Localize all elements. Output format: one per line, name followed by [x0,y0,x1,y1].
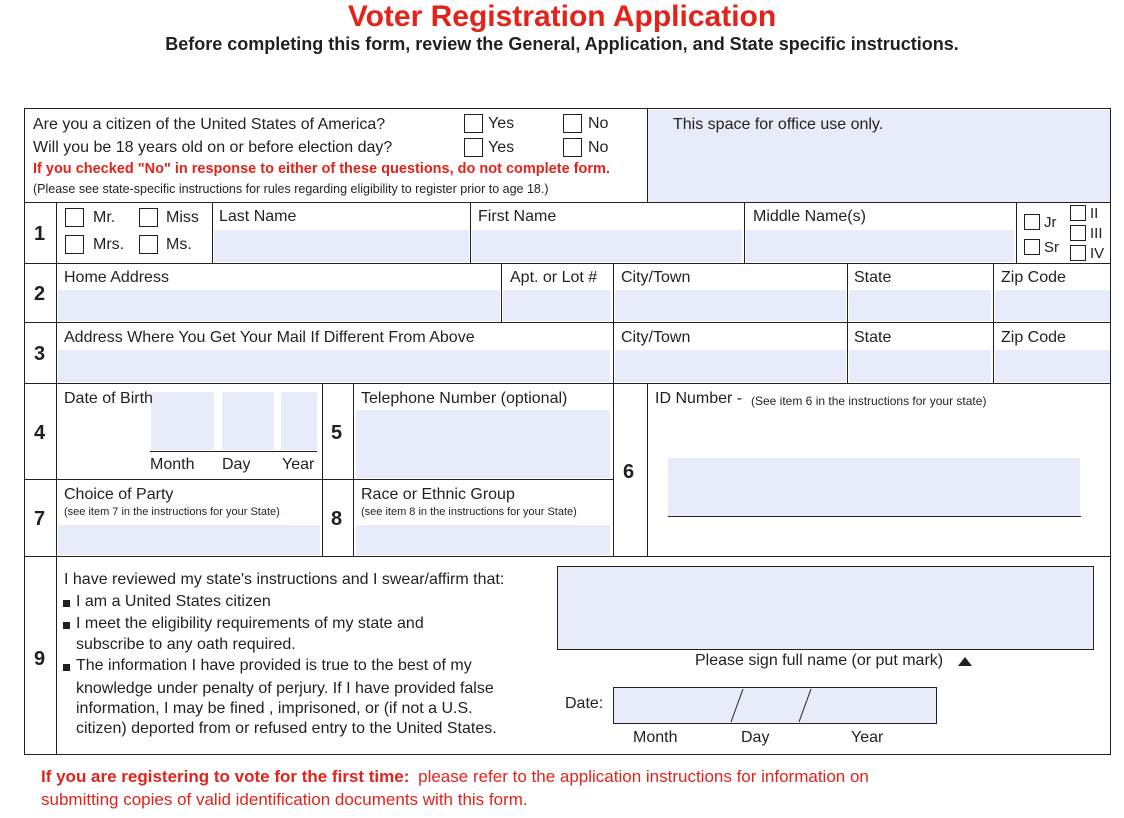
citizen-yes-label: Yes [488,115,515,132]
section-5-number: 5 [331,422,343,444]
mail-address-label: Address Where You Get Your Mail If Different From Above [64,329,475,346]
last-name-label: Last Name [219,208,297,225]
section-8-number: 8 [331,508,343,530]
id-number-field[interactable] [668,458,1080,516]
oath-bullet-1: I am a United States citizen [76,593,271,610]
party-note: (see item 7 in the instructions for your State) [64,506,280,518]
middle-name-field[interactable] [746,230,1014,262]
ms-checkbox[interactable] [139,235,158,254]
eligibility-warning: If you checked "No" in response to either of these questions, do not complete form. [33,161,610,177]
citizen-yes-checkbox[interactable] [464,114,483,133]
party-label: Choice of Party [64,486,174,503]
oath-bullet-3-line-2: knowledge under penalty of perjury. If I have provided false [76,680,494,697]
oath-bullet-3-line-1: The information I have provided is true to the best of my [76,657,472,674]
mail-address-field[interactable] [58,350,610,382]
citizen-no-checkbox[interactable] [563,114,582,133]
footer-line-1 [41,767,869,787]
jr-label: Jr [1044,214,1057,231]
date-separators [613,687,937,724]
race-note: (see item 8 in the instructions for your State) [361,506,577,518]
mail-city-field[interactable] [615,350,846,382]
state-field[interactable] [849,290,991,321]
dob-month-field[interactable] [151,392,214,450]
age-question: Will you be 18 years old on or before election day? [33,139,393,156]
mr-checkbox[interactable] [65,208,84,227]
dob-day-field[interactable] [222,392,274,450]
zip-field[interactable] [995,290,1110,321]
section-3-number: 3 [34,343,46,365]
mail-city-label: City/Town [621,329,691,346]
mail-zip-label: Zip Code [1001,329,1066,346]
form-subtitle: Before completing this form, review the General, Application, and State specific instructions. [165,34,959,54]
section-9-number: 9 [34,648,46,670]
date-separator-2 [799,689,811,722]
zip-label: Zip Code [1001,269,1066,286]
mail-state-label: State [854,329,892,346]
mrs-label: Mrs. [93,236,125,253]
eligibility-note: (Please see state-specific instructions for rules regarding eligibility to register prior to age 18.) [33,182,549,196]
date-day-label: Day [741,729,770,746]
footer-line-2: submitting copies of valid identification documents with this form. [41,790,528,809]
jr-checkbox[interactable] [1024,214,1040,230]
first-name-field[interactable] [472,230,742,262]
dob-label: Date of Birth [64,390,153,407]
section-7-number: 7 [34,508,46,530]
iv-label: IV [1090,245,1105,262]
section-1-number: 1 [34,223,46,245]
home-address-label: Home Address [64,269,169,286]
date-label: Date: [565,695,604,712]
sr-checkbox[interactable] [1024,239,1040,255]
id-number-note: (See item 6 in the instructions for your state) [751,394,987,408]
age-no-label: No [588,139,609,156]
apt-label: Apt. or Lot # [510,269,598,286]
mr-label: Mr. [93,209,116,226]
section-4-number: 4 [34,422,46,444]
race-field[interactable] [356,525,610,555]
telephone-field[interactable] [356,410,610,478]
middle-name-label: Middle Name(s) [753,208,866,225]
signature-box[interactable] [557,566,1094,650]
iv-checkbox[interactable] [1070,245,1086,261]
last-name-field[interactable] [214,230,469,262]
city-field[interactable] [615,290,846,321]
bullet-3 [63,664,70,671]
office-use-label: This space for office use only. [673,116,884,133]
citizen-question: Are you a citizen of the United States of America? [33,116,386,133]
first-name-label: First Name [478,208,557,225]
form-title: Voter Registration Application [347,0,777,33]
age-yes-label: Yes [488,139,515,156]
section-2-number: 2 [34,283,46,305]
dob-year-field[interactable] [281,392,317,450]
party-field[interactable] [58,525,320,555]
date-year-label: Year [851,729,884,746]
race-label: Race or Ethnic Group [361,486,515,503]
iii-checkbox[interactable] [1070,225,1086,241]
mail-state-field[interactable] [849,350,991,382]
id-number-label: ID Number - [655,390,743,407]
state-label: State [854,269,892,286]
oath-bullet-2-line-2: subscribe to any oath required. [76,636,296,653]
citizen-no-label: No [588,115,609,132]
dob-year-label: Year [282,456,315,473]
date-month-label: Month [633,729,678,746]
home-address-field[interactable] [58,290,500,321]
dob-month-label: Month [150,456,195,473]
bullet-2 [63,622,70,629]
oath-intro: I have reviewed my state's instructions and I swear/affirm that: [64,571,505,588]
section-6-number: 6 [623,461,635,483]
triangle-up-icon [958,657,972,666]
ii-checkbox[interactable] [1070,205,1086,221]
telephone-label: Telephone Number (optional) [361,390,568,407]
age-yes-checkbox[interactable] [464,138,483,157]
bullet-1 [63,600,70,607]
miss-label: Miss [166,209,199,226]
date-separator-1 [731,689,743,722]
city-label: City/Town [621,269,691,286]
footer-bold: If you are registering to vote for the first time: [41,767,410,786]
mrs-checkbox[interactable] [65,235,84,254]
signature-label: Please sign full name (or put mark) [695,652,944,669]
oath-bullet-3-line-4: citizen) deported from or refused entry to the United States. [76,720,497,737]
ms-label: Ms. [166,236,192,253]
apt-field[interactable] [503,290,611,321]
dob-day-label: Day [222,456,251,473]
mail-zip-field[interactable] [995,350,1110,382]
oath-bullet-2-line-1: I meet the eligibility requirements of my state and [76,615,424,632]
ii-label: II [1090,205,1099,222]
iii-label: III [1090,225,1103,242]
miss-checkbox[interactable] [139,208,158,227]
sr-label: Sr [1044,239,1059,256]
age-no-checkbox[interactable] [563,138,582,157]
footer-text-1: please refer to the application instructions for information on [418,767,869,786]
oath-bullet-3-line-3: information, I may be fined , imprisoned, or (if not a U.S. [76,700,473,717]
